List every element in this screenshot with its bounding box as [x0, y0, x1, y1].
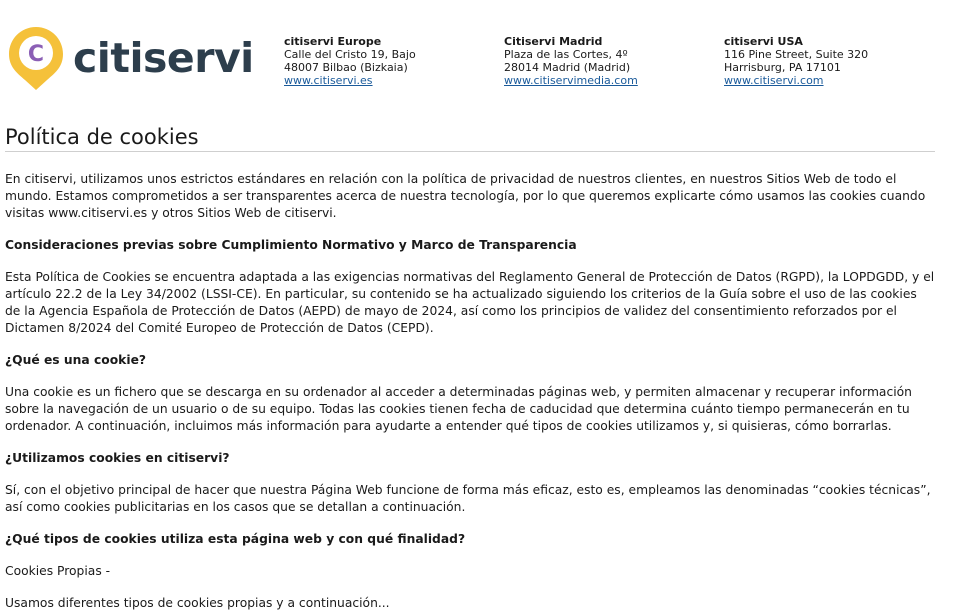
section-body: Sí, con el objetivo principal de hacer que nuestra Página Web funcione de forma más eficaz, esto es, empleamos las denominadas “cookies técnicas”, así como cookies publicitarias en los casos que se detallan a continuación.	[5, 483, 931, 514]
section-heading: ¿Qué tipos de cookies utiliza esta página web y con qué finalidad?	[5, 532, 466, 546]
office-europe	[284, 35, 416, 87]
section-heading: ¿Qué es una cookie?	[5, 353, 147, 367]
office-madrid	[504, 35, 638, 87]
office-address-line2: 28014 Madrid (Madrid)	[504, 61, 631, 74]
office-address-line1: Calle del Cristo 19, Bajo	[284, 48, 416, 61]
header	[0, 0, 960, 110]
policy-content	[5, 124, 935, 612]
section-body: Esta Política de Cookies se encuentra adaptada a las exigencias normativas del Reglamento General de Protección de Datos (RGPD), la LOPDGDD, y el artículo 22.2 de la Ley 34/2002 (LSSI-CE). En particular, su contenido se ha actualizado siguiendo los criterios de la Guía sobre el uso de las cookies de la Agencia Española de Protección de Datos (AEPD) de mayo de 2024, así como los principios de validez del consentimiento reforzados por el Dictamen 8/2024 del Comité Europeo de Protección de Datos (CEPD).	[5, 270, 935, 335]
office-website-link[interactable]: www.citiservi.com	[724, 74, 824, 87]
office-name: citiservi USA	[724, 35, 803, 48]
cutoff-paragraph: Usamos diferentes tipos de cookies propias y a continuación...	[5, 596, 390, 610]
section-body: Una cookie es un fichero que se descarga en su ordenador al acceder a determinadas páginas web, y permiten almacenar y recuperar información sobre la navegación de un usuario o de su equipo. Todas las cookies tienen fecha de caducidad que determina cuánto tiempo permanecerán en tu ordenador. A continuación, incluimos más información para ayudarte a entender qué tipos de cookies utilizamos y, si quisieras, cómo borrarlas.	[5, 385, 912, 433]
section-body: Cookies Propias -	[5, 564, 111, 578]
office-address-line2: Harrisburg, PA 17101	[724, 61, 841, 74]
citiservi-logo[interactable]	[7, 25, 254, 95]
map-pin-logo-icon	[7, 25, 71, 95]
page-title: Política de cookies	[5, 124, 935, 152]
section-heading: Consideraciones previas sobre Cumplimiento Normativo y Marco de Transparencia	[5, 238, 577, 252]
intro-paragraph: En citiservi, utilizamos unos estrictos estándares en relación con la política de privacidad de nuestros clientes, en nuestros Sitios Web de todo el mundo. Estamos comprometidos a ser transparentes acerca de nuestra tecnología, por lo que queremos explicarte cómo usamos las cookies cuando visitas www.citiservi.es y otros Sitios Web de citiservi.	[5, 172, 926, 220]
office-address-line2: 48007 Bilbao (Bizkaia)	[284, 61, 408, 74]
office-usa	[724, 35, 868, 87]
spacer	[5, 580, 935, 595]
office-name: citiservi Europe	[284, 35, 382, 48]
section-heading: ¿Utilizamos cookies en citiservi?	[5, 451, 230, 465]
office-name: Citiservi Madrid	[504, 35, 603, 48]
office-website-link[interactable]: www.citiservimedia.com	[504, 74, 638, 87]
office-address-line1: Plaza de las Cortes, 4º	[504, 48, 628, 61]
svg-text:C: C	[27, 42, 45, 67]
office-website-link[interactable]: www.citiservi.es	[284, 74, 373, 87]
office-address-line1: 116 Pine Street, Suite 320	[724, 48, 869, 61]
logo-wordmark: citiservi	[73, 34, 254, 82]
